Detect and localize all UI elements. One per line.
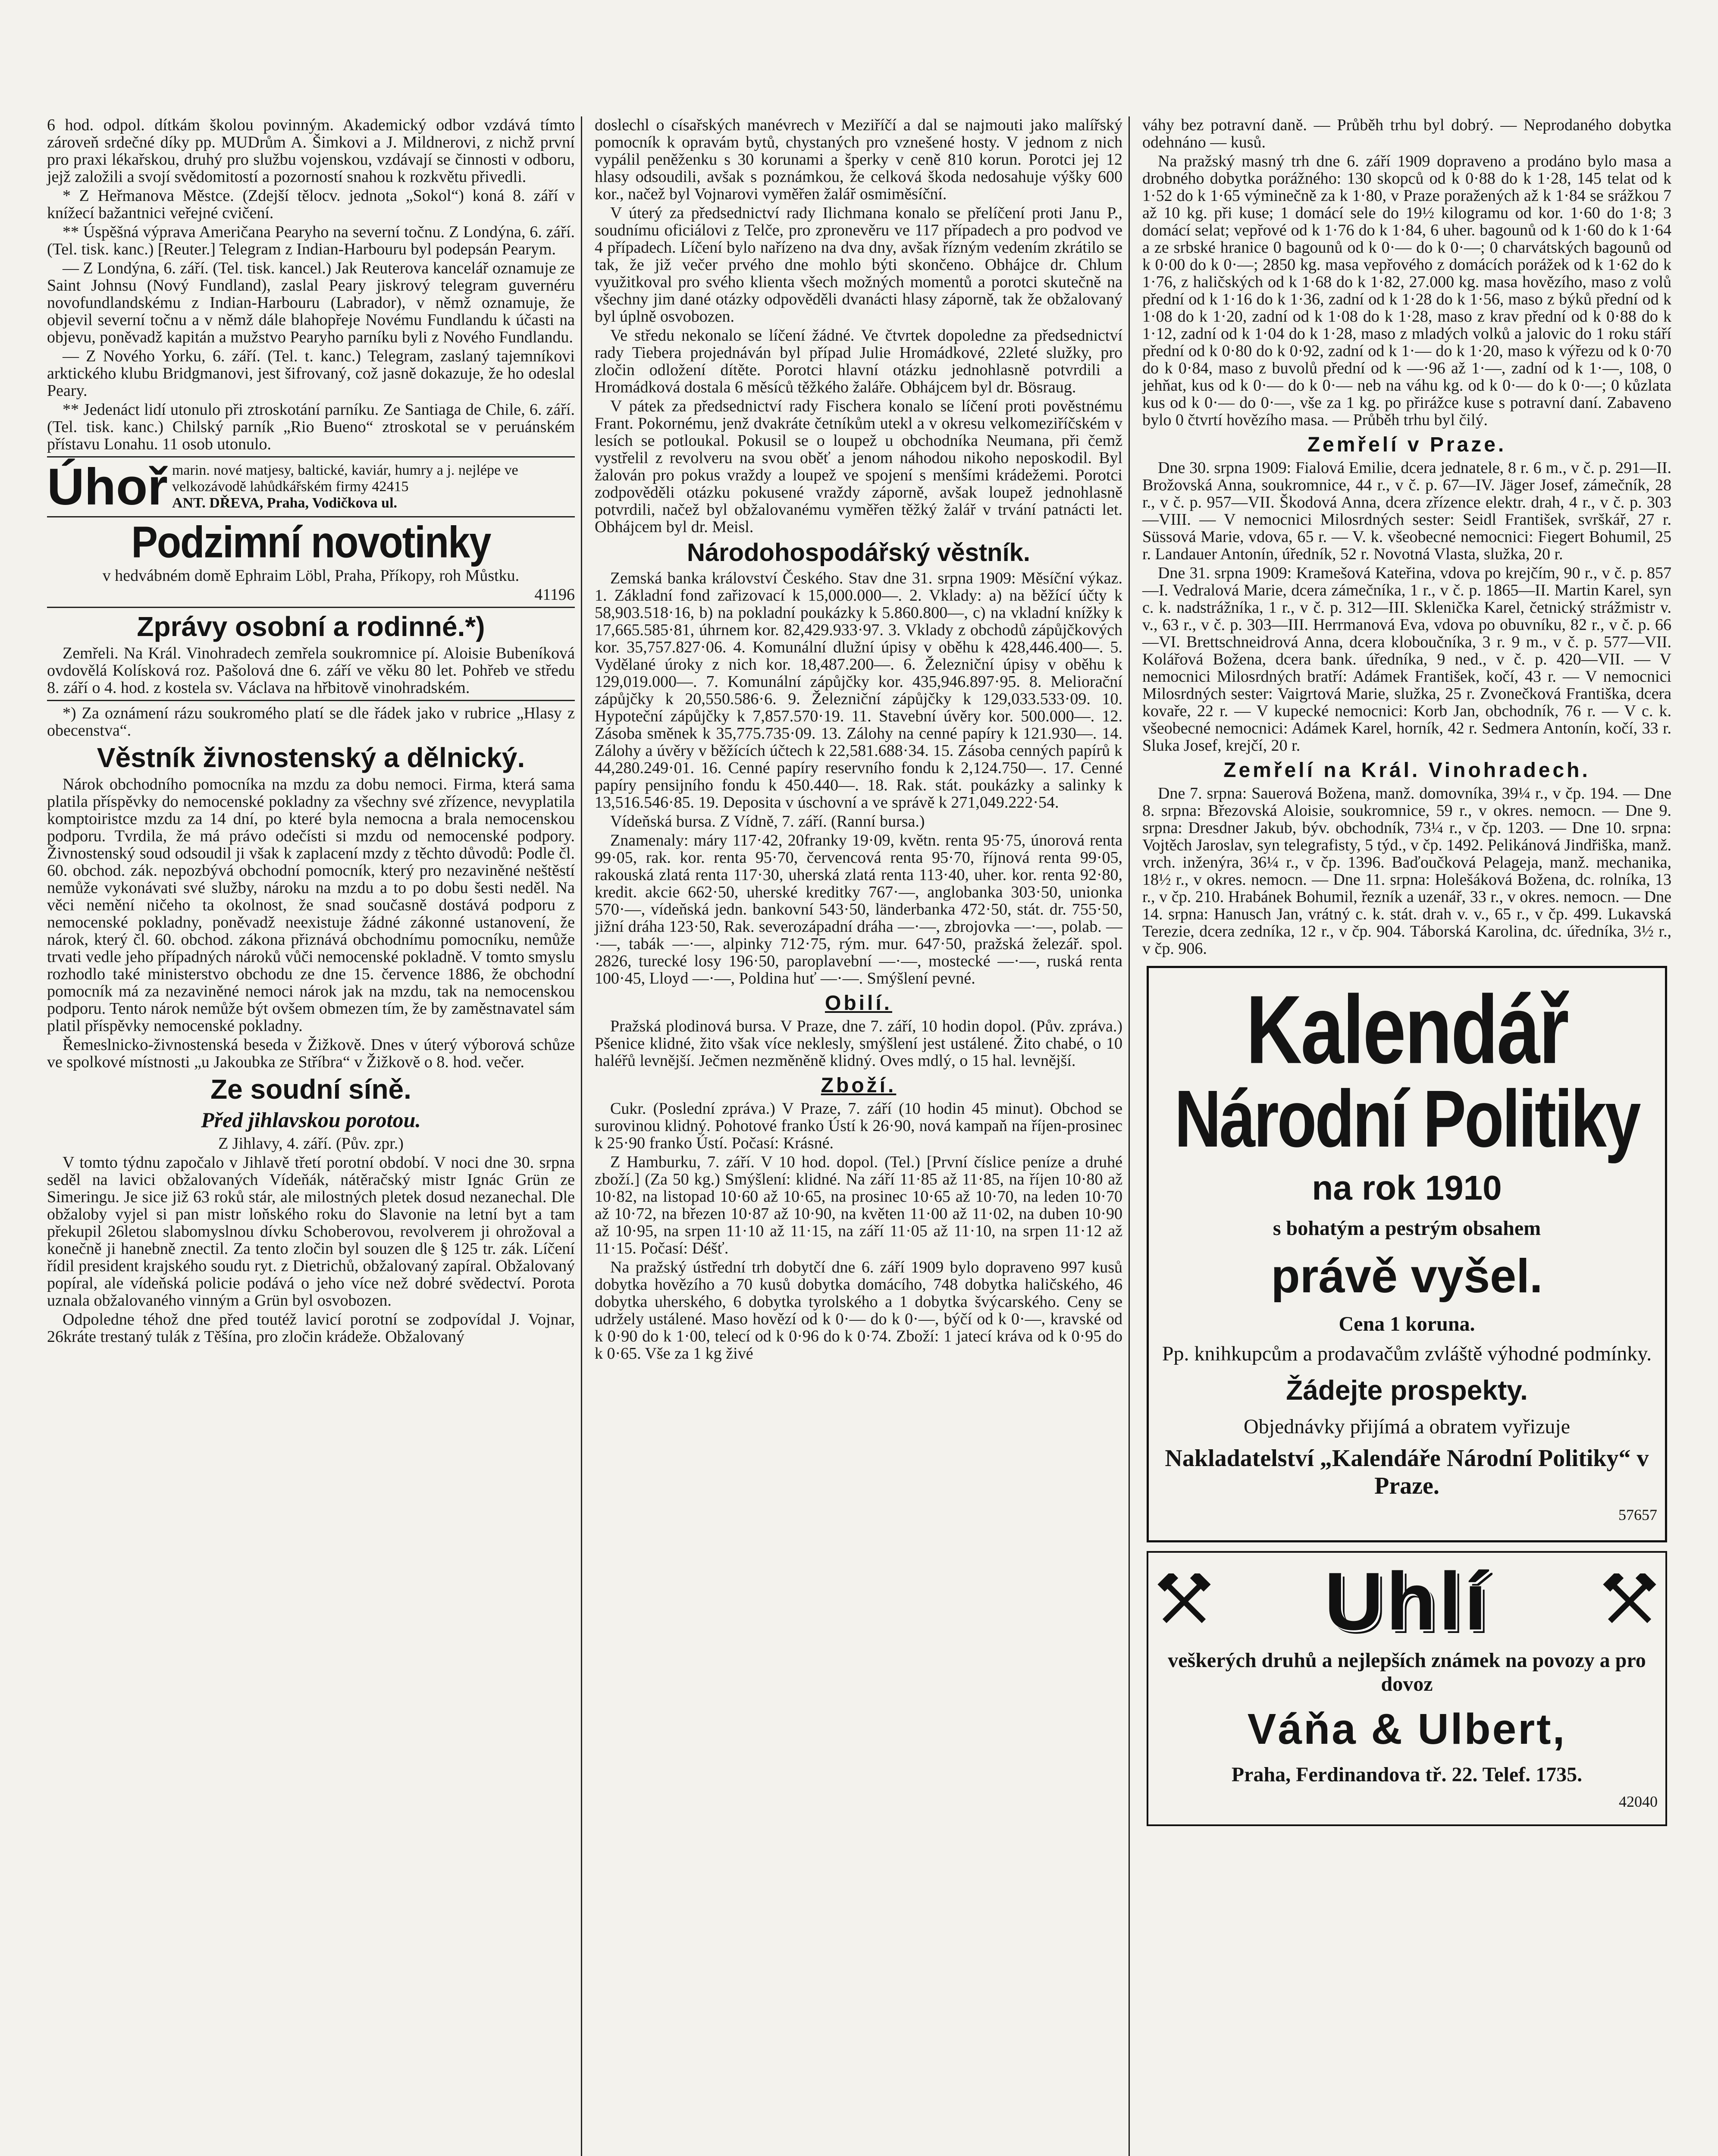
paragraph-videnska-bursa-head: Vídeňská bursa. Z Vídně, 7. září. (Ranní bursa.): [610, 812, 925, 830]
column-1: [41, 116, 582, 2156]
crossed-hammers-icon: [1602, 1573, 1658, 1630]
ad-kalendar-number: 57657: [1618, 1506, 1657, 1523]
paragraph-masny-trh: Na pražský masný trh dne 6. září 1909 dopraveno a prodáno bylo masa a drobného dobytka porážného: 130 skopců od k 0·88 do k 1·28, 145 telat od k 1·52 do k 1·65 výminečně za k 1·80, v Praze poražených až k 1·84 se srážkou 7 až 10 kg. při kuse; 1 domácí sele do 19½ kilogramu od kor. 1·60 do 1·8; 3 domácí selat; vepřové od k 1·76 do k 1·84, 6 uher. bagounů od k 1·60 do k 1·64 a ze srbské hranice 0 bagounů od k 0·— do k 0·—; 0 charvátských bagounů od k 0·00 do k 0·—; 2850 kg. masa vepřového z domácích porážek od k 1·62 do k 1·76, z haličských od k 1·68 do k 1·82, 27.000 kg. masa hovězího, maso z volů přední od k 1·16 do k 1·36, zadní od k 1·28 do k 1·56, maso z býků přední od k 1·08 do k 1·20, zadní od k 1·08 do k 1·28, maso z krav přední od k 0·88 do k 1·12, zadní od k 1·04 do k 1·28, maso z mladých volků a jalovic do 1 roku stáří přední od k 0·80 do k 0·92, zadní od k 1·— do k 1·20, maso k výřezu od k 0·70 do k 0·84, maso z buvolů přední od k —·96 až 1·—, zadní od k 1·—, 108, 0 jehňat, kus od k 0·— do k 0·— neb na váhu kg. od k 0·— do k 0·—; 0 kůzlata kus od k 0·— do 0·—, vše za 1 kg. po přirážce kuse s potravní daní. Zabaveno bylo 0 čtvrtí hovězího masa. — Průběh trhu byl čilý.: [1142, 152, 1671, 429]
ad-uhli: [1147, 1551, 1667, 1826]
ad-kalendar-podminky: Pp. knihkupcům a prodavačům zvláště výhodné podmínky.: [1162, 1342, 1652, 1365]
ad-podzimni-text: v hedvábném domě Ephraim Löbl, Praha, Příkopy, roh Můstku.: [102, 566, 520, 585]
divider: [47, 456, 575, 458]
ad-uhor-brand: Úhoř: [47, 458, 168, 516]
paragraph-streda: Ve středu nekonalo se líčení žádné. Ve čtvrtek dopoledne za předsednictví rady Tiebera projednáván byl případ Julie Hromádkové, 22leté služky, pro zločin odložení dítěte. Porotci hlavní otázku jednohlasně potvrdili a Hromádková dostala 6 měsíců těžkého žaláře. Obhájcem byl dr. Bösraug.: [595, 326, 1122, 396]
ad-kalendar-cena: Cena 1 koruna.: [1339, 1313, 1475, 1335]
section-title-zemreli-praze: Zemřelí v Praze.: [1307, 433, 1507, 456]
paragraph-hamburk: Z Hamburku, 7. září. V 10 hod. dopol. (Tel.) [První číslice peníze a druhé zboží.] (Za 50 kg.) Smýšlení: klidné. Na září 11·85 až 11·85, na říjen 10·80 až 10·82, na listopad 10·60 až 10·65, na prosinec 10·65 až 10·70, na leden 10·70 až 10·72, na březen 10·87 až 10·90, na květen 11·00 až 11·02, na duben 10·90 až 10·95, na srpen 11·10 až 11·15, na září 11·05 až 11·10, na srpen 11·12 až 11·15. Počasí: Déšť.: [595, 1153, 1122, 1257]
ad-kalendar-prospekty: Žádejte prospekty.: [1286, 1375, 1528, 1406]
ad-kalendar-vysel: právě vyšel.: [1271, 1250, 1543, 1303]
paragraph-peary-head: ** Úspěšná výprava Američana Pearyho na severní točnu. Z Londýna, 6. září. (Tel. tisk. kanc.) [Reuter.] Telegram z Indian-Harbouru byl podepsán Pearym.: [47, 223, 575, 258]
ad-uhli-firma: Váňa & Ulbert,: [1247, 1705, 1567, 1753]
ad-uhli-title: Uhlí: [1324, 1556, 1489, 1647]
paragraph-ilichmann: V úterý za předsednictví rady Ilichmana konalo se přelíčení proti Janu P., soudnímu oficiálovi z Telče, pro zpronevěru ve 117 případech a pro podvod ve 4 případech. Líčení bylo nařízeno na dva dny, avšak řízným vedením zkrátilo se tak, že již večer prvého dne mohlo býti skončeno. Obhájce dr. Chlum využitkoval pro svého klienta všech možných momentů a porotci skutečně na všechny jim dané otázky odpověděli dvanácti hlasy záporně, tak že obžalovaný byl úplně osvobozen.: [595, 204, 1122, 326]
paragraph-utonulo: ** Jedenáct lidí utonulo při ztroskotání parníku. Ze Santiaga de Chile, 6. září. (Tel. tisk. kanc.) Chilský parník „Rio Bueno“ ztroskotal se v peruánském přístavu Lonahu. 11 osob utonulo.: [47, 401, 575, 453]
section-title-narodohospodarsky: Národohospodářský věstník.: [687, 539, 1031, 567]
paragraph-jihlava-dateline: Z Jihlavy, 4. září. (Pův. zpr.): [218, 1134, 404, 1153]
ad-podzimni-title: Podzimní novotinky: [131, 517, 491, 567]
ad-kalendar: [1147, 966, 1667, 1542]
crossed-hammers-icon: [1156, 1573, 1212, 1630]
paragraph-patek: V pátek za předsednictví rady Fischera konalo se líčení proti pověstnému Frant. Pokornému, jenž dvakráte četníkům utekl a v okresu velkomeziříčském v lesích se potloukal. Pokusil se o loupež u obchodníka Neumana, při čemž vystřelil z revolveru na svou oběť a jenom náhodou nikoho neposkodil. Byl žalován pro pokus vraždy a loupež ve spojení s menšími krádežemi. Porotci zodpověděli otázku pokusené vraždy záporně, avšak loupež jednohlasně potvrdili, načež byl obžalovanému vyměřen těžký žalář v trvání patnácti let. Obhájcem byl dr. Meisl.: [595, 397, 1122, 536]
section-title-zbozi: Zboží.: [821, 1074, 897, 1097]
section-title-vestnik: Věstník živnostenský a dělnický.: [97, 742, 525, 773]
ad-uhli-adresa: Praha, Ferdinandova tř. 22. Telef. 1735.: [1231, 1763, 1583, 1786]
paragraph-remeslnicko: Řemeslnicko-živnostenská beseda v Žižkově. Dnes v úterý výborová schůze ve spolkové místnosti „u Jakoubka ze Stříbra“ v Žižkově o 8. hod. večer.: [47, 1035, 575, 1071]
paragraph-cukr: Cukr. (Poslední zpráva.) V Praze, 7. září (10 hodin 45 minut). Obchod se surovinou klidný. Pohotové franko Ústí k 26·90, nová kampaň na říjen-prosinec k 25·90 franko Ústí. Počasí: Krásné.: [595, 1099, 1122, 1152]
paragraph-vahy: váhy bez potravní daně. — Průběh trhu byl dobrý. — Neprodaného dobytka odehnáno — kusů.: [1142, 116, 1671, 151]
section-title-obili: Obilí.: [825, 991, 892, 1015]
ad-kalendar-year: na rok 1910: [1312, 1169, 1502, 1207]
paragraph-akademicky-odbor: 6 hod. odpol. dítkám školou povinným. Akademický odbor vzdává tímto zároveň srdečné díky pp. MUDrům A. Šimkovi a J. Mildnerovi, z nichž první pro praxi lékařskou, druhý pro službu vojenskou, vzdávají se činnosti v odboru, jejž založili a svojí svědomitostí a pozorností snahou k rozkvětu přivedli.: [47, 116, 575, 186]
section-title-zemreli-vinohrady: Zemřelí na Král. Vinohradech.: [1223, 759, 1590, 782]
paragraph-obili: Pražská plodinová bursa. V Praze, dne 7. září, 10 hodin dopol. (Pův. zpráva.) Pšenice klidné, žito však více neklesly, smýšlení jest ustálené. Žito chabé, o 10 haléřů levnější. Ječmen nezměněně klidný. Oves mdlý, o 15 hal. levnější.: [595, 1017, 1122, 1070]
ad-kalendar-obsah: s bohatým a pestrým obsahem: [1273, 1217, 1541, 1240]
ad-uhli-druhy: veškerých druhů a nejlepších známek na povozy a pro dovoz: [1168, 1649, 1646, 1695]
column-2: [589, 116, 1130, 2156]
ad-uhor: [47, 458, 575, 516]
paragraph-peary-reuter: — Z Londýna, 6. září. (Tel. tisk. kancel.) Jak Reuterova kancelář oznamuje ze Saint Johnsu (Nový Fundland), zaslal Peary jiskrový telegram guvernéru novofundlandskému z Indian-Harbouru (Labrador), v němž oznamuje, že objevil severní točnu a v němž dále blahopřeje Novému Fundlandu k účasti na objevu, poněvadž kapitán a mužstvo Pearyho parníku byli z Nového Fundlandu.: [47, 259, 575, 346]
paragraph-odpoledne: Odpoledne téhož dne před toutéž lavicí porotní se zodpovídal J. Vojnar, 26kráte trestaný tulák z Těšína, pro zločin krádeže. Obžalovaný: [47, 1310, 575, 1346]
paragraph-jihlava: V tomto týdnu započalo v Jihlavě třetí porotní období. V noci dne 30. srpna seděl na lavici obžalovaných Vídeňák, nátěračský mistr Ignác Grün ze Simeringu. Je sice již 63 roků stár, ale milostných pletek dosud nezanechal. Dle obžaloby vyjel si pan mistr loňského roku do Slavonie na letní byt a tam překupil 26letou slabomyslnou dívku Schoberovou, revolverem ji ohrožoval a konečně ji hanebně znectil. Za tento zločin byl souzen dle § 125 tr. zák. Líčení řídil president krajského soudu ryt. z Dietrichů, obžalovaný zapíral. Obžalovaný popíral, ale vídeňská policie podává o jeho více než dobré svědectví. Porota uznala obžalovaného vinným a Grün byl osvobozen.: [47, 1153, 575, 1310]
paragraph-zemska-banka: Zemská banka království Českého. Stav dne 31. srpna 1909: Měsíční výkaz. 1. Základní fond zařizovací k 15,000.000—. 2. Vklady: a) na běžící účty k 58,903.518·16, b) na pokladní poukázky k 5.860.800—, c) na vkladní knížky k 17,665.585·81, úhrnem kor. 82,429.933·97. 3. Vklady z obchodů zápůjčkových kor. 35,757.827·06. 4. Komunální dlužní úpisy v oběhu k 428,446.400—. 5. Vydělané úroky z nich kor. 18,487.200—. 6. Železniční úpisy v oběhu k 129,019.000—. 7. Komunální zápůjčky kor. 435,946.897·95. 8. Meliorační zápůjčky k 20,550.586·6. 9. Železniční zápůjčky k 129,033.533·09. 10. Hypoteční zápůjčky k 7,857.570·19. 11. Stavební úvěry kor. 500.000—. 12. Zásoba směnek k 35,775.735·09. 13. Zálohy na cenné papíry k 121.930—. 14. Zálohy a úvěry v běžících účtech k 22,581.688·34. 15. Zásoba cenných papírů k 44,280.249·01. 16. Cenné papíry reservního fondu k 2,124.750—. 17. Cenné papíry pensijního fondu k 450.440—. 18. Rak. stát. poukázky a salinky k 13,516.546·85. 19. Deposita v úschovní a ve správě k 271,049.222·54.: [595, 569, 1122, 812]
ad-uhor-text: marin. nové matjesy, baltické, kaviár, humry a j. nejlépe ve velkozávodě lahůdkářském firmy 42415: [172, 462, 518, 495]
divider: [47, 607, 575, 608]
newspaper-page: [41, 116, 1677, 2156]
paragraph-peary-newyork: — Z Nového Yorku, 6. září. (Tel. t. kanc.) Telegram, zaslaný tajemníkovi arktického klubu Bridgmanovi, jest šifrovaný, což jasně dokazuje, že ho odeslal Peary.: [47, 347, 575, 400]
ad-kalendar-title: Kalendář: [1246, 975, 1568, 1084]
paragraph-dobytek: Na pražský ústřední trh dobytčí dne 6. září 1909 bylo dopraveno 997 kusů dobytka hovězího a 70 kusů dobytka domácího, 748 dobytka haličského, 46 dobytka uherského, 6 dobytka tyrolského a 1 dobytka švýcarského. Ceny se udržely ustálené. Maso hovězí od k 0·— do k 0·—, býčí od k 0·—, kravské od k 0·90 do k 1·00, telecí od k 0·96 do k 0·74. Zboží: 1 jatecí kráva od k 0·95 do k 0·65. Vše za 1 kg živé: [595, 1258, 1122, 1363]
subsection-title-jihlava: Před jihlavskou porotou.: [201, 1108, 421, 1132]
divider: [47, 700, 575, 701]
paragraph-cisarske-manevry: doslechl o císařských manévrech v Meziříčí a dal se najmouti jako malířský pomocník k opravám bytů, chystaných pro vznešené hosty. V jednom z nich vypálil peněženku s 30 korunami a šperky v ceně 810 korun. Porotci jej 12 hlasy odsoudili, avšak s poznámkou, že celková škoda nedosahuje výšky 600 kor., načež byl Vojnarovi vyměřen žalář osmiměsíční.: [595, 116, 1122, 203]
paragraph-narok: Nárok obchodního pomocníka na mzdu za dobu nemoci. Firma, která sama platila příspěvky do nemocenské pokladny za všechny své zřízence, nevyplatila komptoiristce mzdu za 14 dní, po které byla nemocna a brala nemocenskou podporu. Tvrdila, že má právo odečísti si mzdu od nemocenské podpory. Živnostenský soud odsoudil ji však k zaplacení mzdy z těchto důvodů: Podle čl. 60. obchod. zák. nepozbývá obchodní pomocník, který pro nezaviněné neštěstí nemůže vykonávati své služby, nároku na mzdu a to po dobu šesti neděl. Na věci nemění ničeho ta okolnost, že snad současně dostává podporu z nemocenské pokladny, poněvadž neexistuje žádné zákonné ustanovení, že nárok, který čl. 60. obchod. zákona přiznává obchodnímu pomocníku, nemůže trvati vedle jeho případných nároků vůči nemocenské pokladně. V tomto smyslu rozhodlo také ministerstvo obchodu ze dne 15. července 1886, že obchodní pomocník má za nezaviněné nemoci nárok jak na mzdu, tak na nemocenskou podporu. Tento nárok nemůže být ovšem obmezen tím, že by zaměstnavatel sám platil příspěvky nemocenské pokladny.: [47, 775, 575, 1035]
paragraph-zemreli-praze-31: Dne 31. srpna 1909: Kramešová Kateřina, vdova po krejčím, 90 r., v č. p. 857—I. Vedralová Marie, dcera zámečníka, 1 r., v č. p. 1865—II. Martin Karel, syn c. k. nadstrážníka, 1 r., v č. p. 312—III. Sklenička Karel, četnický strážmistr v. v., 63 r., v č. p. 303—III. Herrmanová Eva, vdova po obuvníku, 82 r., v č. p. 66—VI. Brettschneidrová Anna, dcera kloboučníka, 3 r. 9 m., v č. p. 577—VII. Kolářová Božena, dcera bank. úředníka, 9 ned., v č. p. 420—VII. — V nemocnici Milosrdných bratří: Adámek František, kočí, 43 r. — V nemocnici Milosrdných sester: Vaigrtová Marie, služka, 25 r. Zvonečková Františka, dcera kovaře, 22 r. — V kupecké nemocnici: Korb Jan, obchodník, 76 r. — V c. k. všeobecné nemocnici: Adámek Karel, horník, 42 r. Sedmera Antonín, kočí, 33 r. Sluka Josef, krejčí, 20 r.: [1142, 564, 1671, 755]
ad-uhor-address: ANT. DŘEVA, Praha, Vodičkova ul.: [172, 495, 398, 511]
section-title-zpravy: Zprávy osobní a rodinné.*): [137, 611, 485, 642]
paragraph-zemreli-vinohrady: Dne 7. srpna: Sauerová Božena, manž. domovníka, 39¼ r., v čp. 194. — Dne 8. srpna: Březovská Aloisie, soukromnice, 59 r., v okres. nemocn. — Dne 9. srpna: Dresdner Jakub, býv. obchodník, 73¼ r., v čp. 1203. — Dne 10. srpna: Vojtěch Jaroslav, syn telegrafisty, 5 týd., v čp. 1492. Pelikánová Jindřiška, manž. vrch. inženýra, 36¼ r., v čp. 1396. Baďoučková Pelageja, manž. mechanika, 18½ r., v okres. nemocn. — Dne 11. srpna: Holešáková Božena, dc. rolníka, 13 r., v čp. 210. Hrabánek Bohumil, řezník a uzenář, 33 r., v okres. nemocn. — Dne 14. srpna: Hanusch Jan, vrátný c. k. stát. drah v. v., 65 r., v čp. 499. Lukavská Terezie, dcera zedníka, 12 r., v čp. 904. Táborská Karolina, dc. úředníka, 3½ r., v čp. 906.: [1142, 784, 1671, 958]
section-title-soudni: Ze soudní síně.: [210, 1073, 411, 1105]
paragraph-zemreli-praze-30: Dne 30. srpna 1909: Fialová Emilie, dcera jednatele, 8 r. 6 m., v č. p. 291—II. Brožovská Anna, soukromnice, 44 r., v č. p. 67—IV. Jäger Josef, zámečník, 28 r., v č. p. 957—VII. Škodová Anna, dcera zřízence elektr. drah, 4 r., v č. p. 303—VIII. — V nemocnici Milosrdných sester: Seidl František, svrškář, 27 r. Süssová Marie, vdova, 65 r. — V. k. všeobecné nemocnici: Fiegert Bohumil, 25 r. Landauer Antonín, úředník, 52 r. Novotná Vlasta, služka, 20 r.: [1142, 459, 1671, 563]
ad-kalendar-nakladatelstvi: Nakladatelství „Kalendáře Národní Politiky“ v Praze.: [1165, 1445, 1649, 1499]
paragraph-hermanuv-mestec: * Z Heřmanova Městce. (Zdejší tělocv. jednota „Sokol“) koná 8. září v knížecí bažantnici veřejné cvičení.: [47, 187, 575, 222]
divider: [47, 516, 575, 517]
paragraph-poznamka: *) Za oznámení rázu soukromého platí se dle řádek jako v rubrice „Hlasy z obecenstva“.: [47, 704, 575, 740]
ad-kalendar-subtitle: Národní Politiky: [1174, 1073, 1640, 1164]
ad-kalendar-objednavky: Objednávky přijímá a obratem vyřizuje: [1243, 1415, 1571, 1438]
ad-uhli-number: 42040: [1619, 1793, 1658, 1810]
column-3: [1136, 116, 1677, 2156]
paragraph-zemreli: Zemřeli. Na Král. Vinohradech zemřela soukromnice pí. Aloisie Bubeníková ovdovělá Kolísková roz. Pašolová dne 6. září ve věku 80 let. Pohřeb ve středu 8. září o 4. hod. z kostela sv. Václava na hřbitově vinohradském.: [47, 644, 575, 697]
ad-podzimni-number: 41196: [534, 585, 575, 604]
paragraph-videnska-bursa: Znamenaly: máry 117·42, 20franky 19·09, květn. renta 95·75, únorová renta 99·05, rak. kor. renta 95·70, červencová renta 95·70, říjnová renta 99·05, rakouská zlatá renta 117·30, uherská zlatá renta 113·40, uher. kor. renta 92·80, kredit. akcie 662·50, uherské kreditky 767·—, anglobanka 303·50, unionka 570·—, vídeňská jedn. bankovní 543·50, länderbanka 472·50, stát. dr. 755·50, jižní dráha 123·50, Rak. severozápadní dráha —·—, zbrojovka —·—, polab. —·—, tabák —·—, alpinky 712·75, rým. mur. 647·50, pražská železář. spol. 2826, turecké losy 196·50, paroplavební —·—, mostecké —·—, ruská renta 100·45, Lloyd —·—, Poldina huť —·—. Smýšlení pevné.: [595, 831, 1122, 987]
